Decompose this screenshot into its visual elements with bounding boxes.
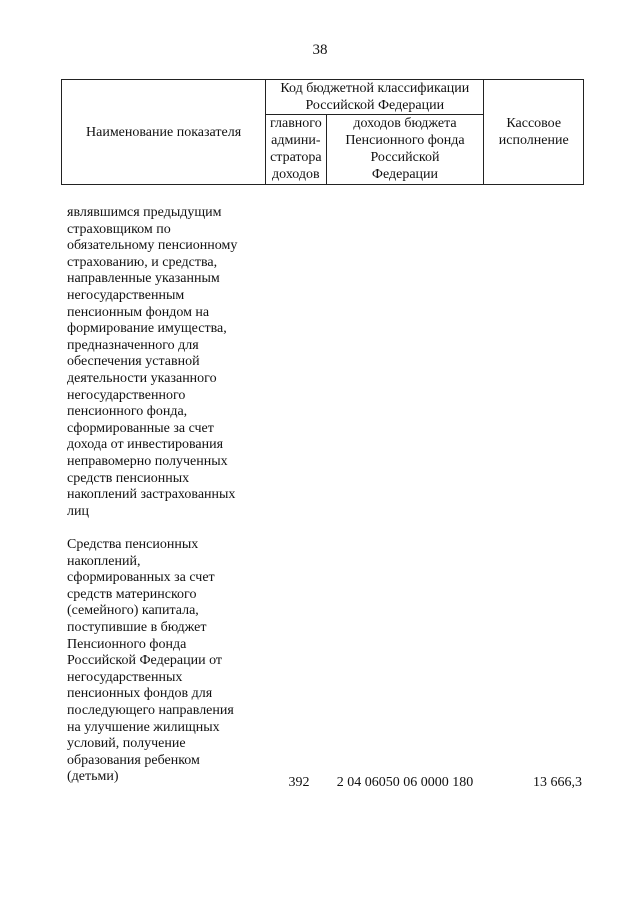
header-name-column: Наименование показателя (62, 80, 266, 185)
page-number: 38 (312, 42, 328, 58)
header-execution-column: Кассовое исполнение (484, 80, 584, 185)
table-row-admin-code: 392 (288, 775, 310, 790)
header-code-group: Код бюджетной классификации Российской Федерации (266, 80, 484, 115)
table-row-name: Средства пенсионных накоплений, сформированных за счет средств материнского (семейного) капитала, поступившие в бюджет Пенсионного фонда Российской Федерации от негосударственных пенсионных фондов для последующего направления на улучшение жилищных условий, получение образования ребенком (детьми) (67, 537, 234, 785)
table-header (61, 79, 584, 185)
table-row-name: являвшимся предыдущим страховщиком по обязательному пенсионному страхованию, и средства, направленные указанным негосударственным пенсионным фондом на формирование имущества, предназначенного для обеспечения уставной деятельности указанного негосударственного пенсионного фонда, сформированные за счет дохода от инвестирования неправомерно полученных средств пенсионных накоплений застрахованных лиц (67, 205, 238, 519)
header-income-column: доходов бюджета Пенсионного фонда Российской Федерации (326, 115, 484, 185)
table-row-income-code: 2 04 06050 06 0000 180 (336, 775, 474, 790)
header-admin-column: главного админи- стратора доходов (266, 115, 326, 185)
table-row-execution: 13 666,3 (533, 775, 582, 790)
